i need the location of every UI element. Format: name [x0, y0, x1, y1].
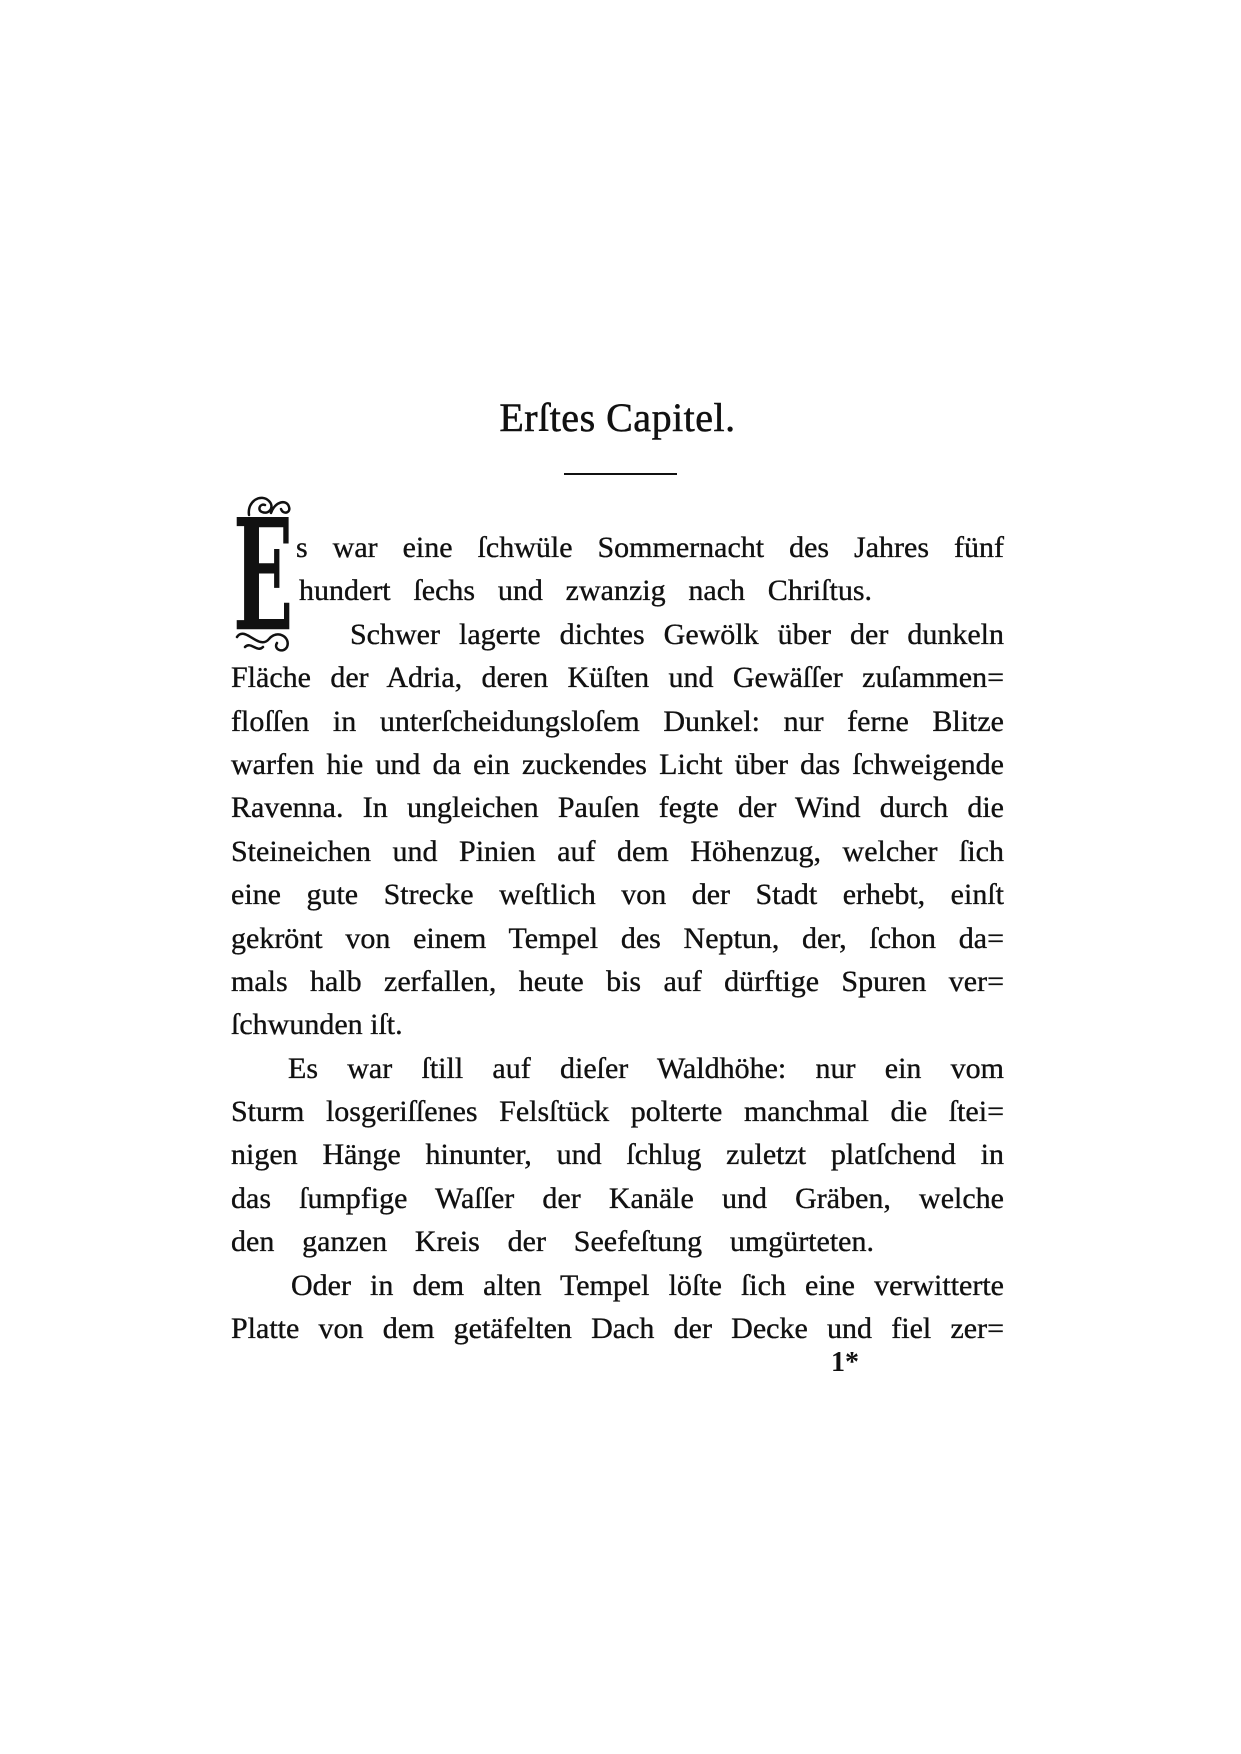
text-line: mals halb zerfallen, heute bis auf dürftige Spuren ver=	[231, 964, 1004, 998]
text-line: das ſumpfige Waſſer der Kanäle und Gräben, welche	[231, 1181, 1004, 1215]
text-line: gekrönt von einem Tempel des Neptun, der, ſchon da=	[231, 921, 1004, 955]
text-line: Schwer lagerte dichtes Gewölk über der dunkeln	[350, 617, 1004, 651]
title-divider	[564, 473, 677, 475]
text-line: Steineichen und Pinien auf dem Höhenzug, welcher ſich	[231, 834, 1004, 868]
drop-cap-letter: E	[233, 484, 294, 666]
text-line: s war eine ſchwüle Sommernacht des Jahres fünf	[296, 531, 1004, 564]
text-line: eine gute Strecke weſtlich von der Stadt erhebt, einſt	[231, 878, 1004, 912]
text-line: nigen Hänge hinunter, und ſchlug zuletzt platſchend in	[231, 1138, 1004, 1172]
text-line: warfen hie und da ein zuckendes Licht über das ſchweigende	[231, 747, 1004, 781]
text-line: hundert ſechs und zwanzig nach Chriſtus.	[299, 574, 872, 608]
text-line: Sturm losgeriſſenes Felsſtück polterte manchmal die ſtei=	[231, 1095, 1004, 1129]
paragraph	[231, 526, 1004, 613]
body-text	[231, 526, 1004, 1350]
text-line: Es war ſtill auf dieſer Waldhöhe: nur ein vom	[288, 1051, 1004, 1085]
text-line: Oder in dem alten Tempel löſte ſich eine verwitterte	[291, 1268, 1004, 1302]
text-line: Fläche der Adria, deren Küſten und Gewäſſer zuſammen=	[231, 661, 1004, 695]
text-line: Platte von dem getäfelten Dach der Decke und fiel zer=	[231, 1312, 1004, 1346]
text-line: Ravenna. In ungleichen Pauſen fegte der Wind durch die	[231, 791, 1004, 825]
page-number: 1*	[831, 1347, 859, 1378]
paragraph	[231, 1264, 1004, 1351]
text-line: ſchwunden iſt.	[231, 1008, 403, 1042]
paragraph	[231, 1047, 1004, 1264]
chapter-title: Erſtes Capitel.	[499, 395, 736, 440]
text-line: floſſen in unterſcheidungsloſem Dunkel: nur ferne Blitze	[231, 704, 1004, 738]
text-line: den ganzen Kreis der Seefeſtung umgürteten.	[231, 1225, 874, 1259]
paragraph	[231, 613, 1004, 1047]
